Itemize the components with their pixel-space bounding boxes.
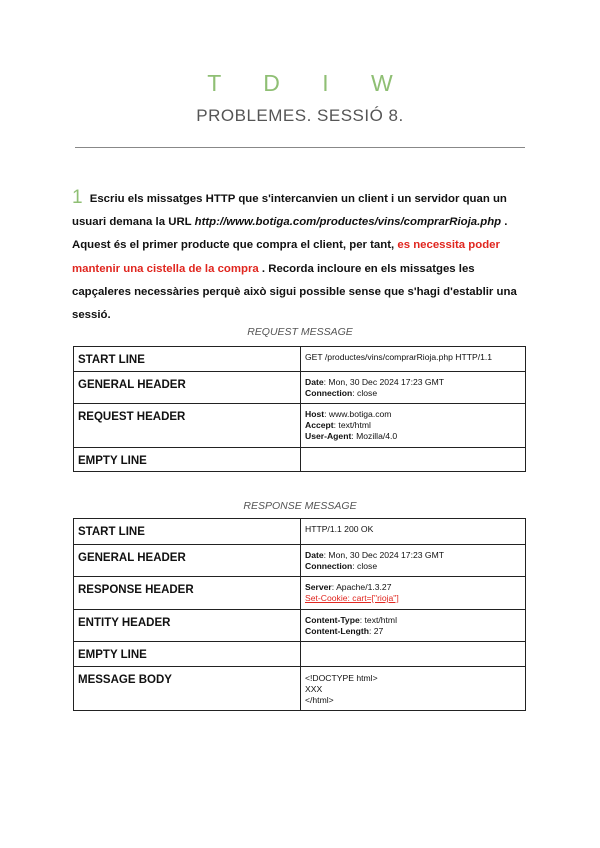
table-row bbox=[74, 545, 526, 577]
problem-number: 1 bbox=[72, 187, 83, 208]
row-value: GET /productes/vins/comprarRioja.php HTTP/1.1 bbox=[301, 347, 526, 372]
title-divider bbox=[75, 147, 525, 148]
problem-highlight: es necessita poder mantenir una cistella de la compra bbox=[72, 239, 500, 275]
row-value: <!DOCTYPE html> XXX </html> bbox=[301, 667, 526, 711]
row-value: Host: www.botiga.com Accept: text/html User-Agent: Mozilla/4.0 bbox=[301, 404, 526, 448]
row-label: START LINE bbox=[74, 347, 301, 372]
set-cookie-header: Set-Cookie: cart=["rioja"] bbox=[305, 593, 399, 603]
row-label: ENTITY HEADER bbox=[74, 610, 301, 642]
row-value: Content-Type: text/html Content-Length: 27 bbox=[301, 610, 526, 642]
problem-text-part-3: . Recorda incloure en els missatges les capçaleres necessàries perquè això sigui possible sense que s'hagi d'establir una sessió. bbox=[72, 262, 517, 322]
table-row bbox=[74, 642, 526, 667]
row-label: MESSAGE BODY bbox=[74, 667, 301, 711]
problem-url: http://www.botiga.com/productes/vins/comprarRioja.php bbox=[194, 216, 502, 229]
document-subtitle: PROBLEMES. SESSIÓ 8. bbox=[196, 106, 404, 125]
row-label: START LINE bbox=[74, 519, 301, 545]
row-label: GENERAL HEADER bbox=[74, 545, 301, 577]
row-value: Date: Mon, 30 Dec 2024 17:23 GMT Connection: close bbox=[301, 372, 526, 404]
problem-text-part-2: . Aquest és el primer producte que compra el client, per tant, bbox=[72, 216, 508, 252]
response-table bbox=[73, 518, 526, 711]
table-row bbox=[74, 448, 526, 472]
problem-statement bbox=[72, 186, 532, 327]
row-value: HTTP/1.1 200 OK bbox=[301, 519, 526, 545]
row-value bbox=[301, 448, 526, 472]
row-label: RESPONSE HEADER bbox=[74, 577, 301, 610]
row-value bbox=[301, 642, 526, 667]
problem-text-part-1: Escriu els missatges HTTP que s'intercanvien un client i un servidor quan un usuari demana la URL bbox=[72, 193, 507, 229]
table-row bbox=[74, 372, 526, 404]
table-row bbox=[74, 610, 526, 642]
row-label: EMPTY LINE bbox=[74, 448, 301, 472]
row-label: REQUEST HEADER bbox=[74, 404, 301, 448]
request-caption: REQUEST MESSAGE bbox=[247, 326, 353, 338]
row-value: Server: Apache/1.3.27 Set-Cookie: cart=["rioja"] bbox=[301, 577, 526, 610]
table-row bbox=[74, 519, 526, 545]
table-row bbox=[74, 347, 526, 372]
request-table bbox=[73, 346, 526, 472]
response-caption: RESPONSE MESSAGE bbox=[243, 500, 357, 512]
row-label: GENERAL HEADER bbox=[74, 372, 301, 404]
row-value: Date: Mon, 30 Dec 2024 17:23 GMT Connection: close bbox=[301, 545, 526, 577]
row-label: EMPTY LINE bbox=[74, 642, 301, 667]
document-title: T D I W bbox=[207, 70, 411, 96]
table-row bbox=[74, 404, 526, 448]
table-row bbox=[74, 667, 526, 711]
table-row bbox=[74, 577, 526, 610]
